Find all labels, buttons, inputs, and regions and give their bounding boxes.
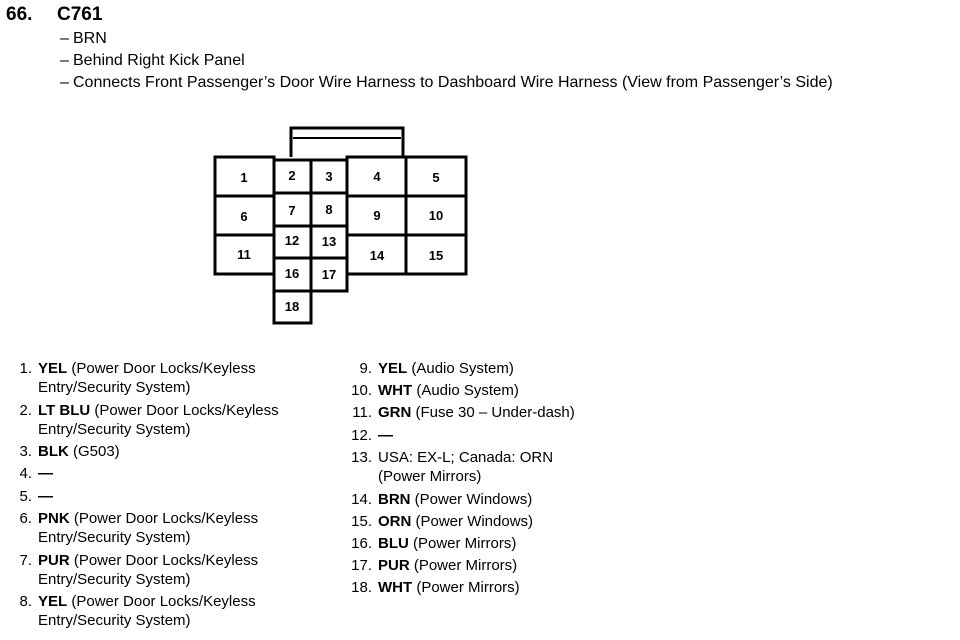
wire-color: PUR [378,557,410,574]
wire-color: — [378,427,393,444]
cavity-16: 16 [284,266,300,281]
wire-color: BLU [378,535,409,552]
wire-color: PNK [38,510,70,527]
pin-number: 2. [19,402,32,419]
cavity-13: 13 [321,234,337,249]
cavity-1: 1 [240,170,248,185]
cavity-7: 7 [288,203,296,218]
wire-color: ORN [378,513,412,530]
pin-number: 7. [19,552,32,569]
pin-number: 8. [19,593,32,610]
pin-description-cont: Entry/Security System) [38,612,191,629]
pin-description: (Power Door Locks/Keyless [67,360,256,377]
dash: – [60,74,69,91]
wire-color: YEL [38,593,68,610]
pin-description: (Power Door Locks/Keyless [67,593,256,610]
pin-description-cont: Entry/Security System) [38,571,191,588]
connector-id: C761 [57,4,103,25]
wire-color: YEL [38,360,68,377]
wire-color: YEL [378,360,408,377]
pin-number: 1. [19,360,32,377]
cavity-14: 14 [369,248,385,263]
wire-color: LT BLU [38,402,91,419]
dash: – [60,52,69,69]
cavity-10: 10 [428,208,444,223]
wire-color: PUR [38,552,70,569]
pin-description-cont: (Power Mirrors) [378,468,482,485]
cavity-17: 17 [321,267,337,282]
cavity-3: 3 [325,169,333,184]
wire-color: WHT [378,382,413,399]
pin-number: 12. [351,427,372,444]
pin-number: 15. [351,513,372,530]
pin-description: (Power Mirrors) [412,579,520,596]
cavity-5: 5 [432,170,440,185]
pin-number: 6. [19,510,32,527]
pin-number: 17. [351,557,372,574]
cavity-18: 18 [284,299,300,314]
wire-color: — [38,488,53,505]
pin-number: 13. [351,449,372,466]
pin-description: (Power Door Locks/Keyless [90,402,279,419]
dash: – [60,30,69,47]
cavity-15: 15 [428,248,444,263]
pin-number: 4. [19,465,32,482]
pin-description: (Power Door Locks/Keyless [69,552,259,569]
pin-number: 10. [351,382,372,399]
wire-color: WHT [378,579,413,596]
connector-lock-tab [291,128,403,157]
pin-description: (Power Windows) [410,491,533,508]
wire-color: BLK [38,443,69,460]
pin-description-cont: Entry/Security System) [38,379,191,396]
pin-number: 18. [351,579,372,596]
pin-description: (Power Mirrors) [408,535,517,552]
pin-description-cont: Entry/Security System) [38,529,191,546]
pin-number: 5. [19,488,32,505]
wire-color: USA: EX-L; Canada: ORN [378,449,554,466]
pin-description: (G503) [68,443,120,460]
section-number: 66. [6,4,33,25]
pin-description: (Power Windows) [411,513,534,530]
pin-description: (Audio System) [407,360,514,377]
connector-location: Behind Right Kick Panel [73,52,245,69]
cavity-2: 2 [288,168,296,183]
cavity-12: 12 [284,233,300,248]
wire-color: BRN [378,491,411,508]
pin-number: 3. [19,443,32,460]
pin-number: 9. [359,360,372,377]
cavity-9: 9 [373,208,381,223]
pin-description: (Power Mirrors) [409,557,518,574]
wire-color: GRN [378,404,412,421]
pin-number: 14. [351,491,372,508]
pin-description: (Audio System) [412,382,519,399]
cavity-4: 4 [373,169,381,184]
connector-color: BRN [73,30,107,47]
pin-number: 11. [352,404,372,421]
cavity-6: 6 [240,209,248,224]
pin-description-cont: Entry/Security System) [38,421,191,438]
cavity-11: 11 [237,247,251,262]
connector-function: Connects Front Passenger’s Door Wire Harness to Dashboard Wire Harness (View from Passenger’s Side) [73,74,833,91]
wire-color: — [38,465,53,482]
pin-description: (Power Door Locks/Keyless [69,510,259,527]
pin-number: 16. [351,535,372,552]
cavity-8: 8 [325,202,333,217]
pin-description: (Fuse 30 – Under-dash) [411,404,575,421]
